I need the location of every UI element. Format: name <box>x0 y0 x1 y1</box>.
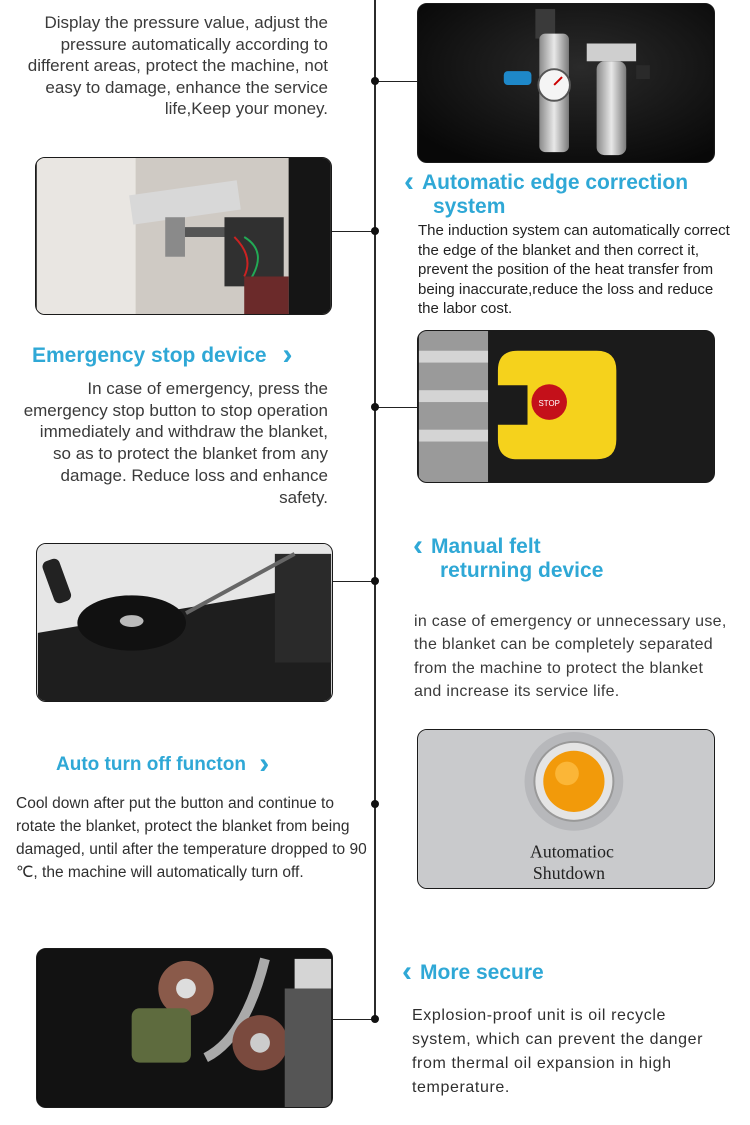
timeline-dot-autooff <box>371 800 379 808</box>
emergency-stop-photo <box>417 330 715 483</box>
chevron-right-icon: › <box>259 747 270 780</box>
pressure-description: Display the pressure value, adjust the pressure automatically according to different areas, protect the machine, not easy to damage, enhance the service life,Keep your money. <box>27 13 328 118</box>
timeline-dot-handwheel <box>371 577 379 585</box>
edge-correction-heading <box>404 165 734 219</box>
connector-pressure <box>376 81 418 82</box>
edge-description: The induction system can automatically correct the edge of the blanket and then correct it, prevent the position of the heat transfer from being inaccurate,reduce the loss and reduce the labor cost. <box>418 222 730 318</box>
chevron-left-icon: ‹ <box>402 955 412 988</box>
explosion-proof-unit-image <box>37 949 332 1107</box>
chevron-left-icon: ‹ <box>413 529 423 562</box>
connector-emergency <box>376 407 418 408</box>
handwheel-photo <box>36 543 333 702</box>
secure-heading-text: More secure <box>420 961 544 984</box>
handwheel-image <box>37 544 332 701</box>
auto-shutdown-label-line1: Automatioc <box>529 841 614 862</box>
manual-heading-line2: returning device <box>440 559 604 582</box>
more-secure-heading <box>402 955 722 988</box>
pressure-regulator-photo <box>417 3 715 163</box>
manual-felt-heading <box>413 529 733 583</box>
timeline-dot-emergency <box>371 403 379 411</box>
auto-turn-off-heading <box>56 747 356 780</box>
explosion-proof-unit-photo <box>36 948 333 1108</box>
timeline-spine <box>374 0 376 1022</box>
timeline-dot-pressure <box>371 77 379 85</box>
manual-heading-line1: Manual felt <box>431 535 541 558</box>
connector-handwheel <box>332 581 375 582</box>
edge-sensor-image <box>36 158 331 314</box>
emergency-heading-text: Emergency stop device <box>32 344 267 367</box>
auto-shutdown-label-line2: Shutdown <box>532 863 605 884</box>
emergency-description: In case of emergency, press the emergency stop button to stop operation immediately and withdraw the blanket, so as to protect the blanket from any damage. Reduce loss and enhance safety. <box>23 379 328 507</box>
connector-secure <box>332 1019 375 1020</box>
connector-edge-sensor <box>332 231 375 232</box>
auto-shutdown-button-photo <box>417 729 715 889</box>
emergency-stop-heading <box>32 338 342 371</box>
secure-description: Explosion-proof unit is oil recycle system, which can prevent the danger from thermal oil expansion in high temperature. <box>412 1007 704 1096</box>
pressure-regulator-image <box>418 4 714 162</box>
auto-shutdown-image <box>418 730 714 888</box>
chevron-right-icon: › <box>282 338 293 371</box>
edge-heading-line1: Automatic edge correction <box>422 171 689 194</box>
timeline-dot-edge-sensor <box>371 227 379 235</box>
autooff-heading-text: Auto turn off functon <box>56 754 246 775</box>
timeline-dot-secure <box>371 1015 379 1023</box>
stop-button-label: STOP <box>538 399 560 409</box>
emergency-stop-image <box>418 331 714 482</box>
edge-heading-line2: system <box>433 195 506 218</box>
autooff-description: Cool down after put the button and continue to rotate the blanket, protect the blanket from being damaged, until after the temperature dropped to 90 ℃, the machine will automatically turn off. <box>16 795 367 881</box>
edge-sensor-photo <box>35 157 332 315</box>
manual-description: in case of emergency or unnecessary use, the blanket can be completely separated from the machine to protect the blanket and increase its service life. <box>414 613 727 700</box>
chevron-left-icon: ‹ <box>404 165 414 198</box>
